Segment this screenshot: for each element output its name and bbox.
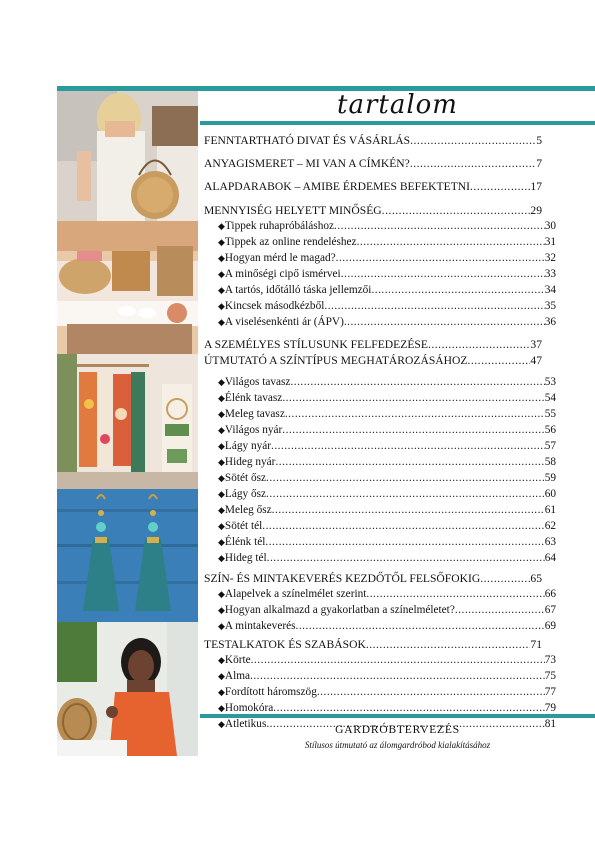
toc-page-number: 29 xyxy=(530,204,542,217)
toc-section-row xyxy=(204,424,556,437)
toc-section-row xyxy=(204,654,556,667)
toc-page-number: 57 xyxy=(544,440,556,452)
toc-entry-label: Meleg ősz xyxy=(224,504,272,516)
dot-leader xyxy=(371,284,544,297)
diamond-bullet-icon: ◆ xyxy=(218,537,225,547)
diamond-bullet-icon: ◆ xyxy=(218,269,225,279)
toc-page-number: 61 xyxy=(544,504,556,516)
dot-leader xyxy=(366,588,544,601)
dot-leader xyxy=(410,134,536,147)
toc-chapter-row xyxy=(204,157,542,170)
toc-page-number: 36 xyxy=(544,316,556,328)
toc-section-row xyxy=(204,300,556,313)
toc-page-number: 81 xyxy=(544,718,556,730)
toc-entry-label: Hogyan mérd le magad? xyxy=(224,252,336,264)
toc-page-number: 58 xyxy=(544,456,556,468)
diamond-bullet-icon: ◆ xyxy=(218,377,225,387)
toc-entry-label: A minőségi cipő ismérvei xyxy=(224,268,341,280)
toc-section-row xyxy=(204,670,556,683)
toc-entry-label: TESTALKATOK ÉS SZABÁSOK xyxy=(204,638,366,651)
toc-section-row xyxy=(204,236,556,249)
diamond-bullet-icon: ◆ xyxy=(218,671,225,681)
toc-section-row xyxy=(204,284,556,297)
toc-entry-label: Hideg tél xyxy=(224,552,267,564)
toc-page-number: 63 xyxy=(544,536,556,548)
toc-entry-label: ÚTMUTATÓ A SZÍNTÍPUS MEGHATÁROZÁSÁHOZ xyxy=(204,354,468,367)
toc-page-number: 47 xyxy=(530,354,542,367)
dot-leader xyxy=(324,300,544,313)
toc-entry-label: Sötét tél xyxy=(224,520,263,532)
toc-page-number: 73 xyxy=(544,654,556,666)
toc-entry-label: SZÍN- ÉS MINTAKEVERÉS KEZDŐTŐL FELSŐFOKIG xyxy=(204,572,481,585)
dot-leader xyxy=(251,654,545,667)
toc-entry-label: ANYAGISMERET – MI VAN A CÍMKÉN? xyxy=(204,157,410,170)
photo-column xyxy=(57,91,198,756)
toc-page-number: 53 xyxy=(544,376,556,388)
dot-leader xyxy=(282,392,544,405)
dot-leader xyxy=(265,536,544,549)
dot-leader xyxy=(290,376,544,389)
diamond-bullet-icon: ◆ xyxy=(218,605,225,615)
dot-leader xyxy=(428,338,530,351)
dot-leader xyxy=(285,408,545,421)
toc-section-row xyxy=(204,472,556,485)
toc-entry-label: Világos tavasz xyxy=(224,376,291,388)
diamond-bullet-icon: ◆ xyxy=(218,409,225,419)
book-subtitle: Stílusos útmutató az álomgardróbod kialakításához xyxy=(304,740,491,750)
toc-chapter-row xyxy=(204,338,542,351)
dot-leader xyxy=(250,670,545,683)
toc-entry-label: Atletikus xyxy=(224,718,267,730)
toc-page-number: 69 xyxy=(544,620,556,632)
dot-leader xyxy=(266,472,545,485)
toc-section-row xyxy=(204,536,556,549)
toc-entry-label: Hogyan alkalmazd a gyakorlatban a színelméletet? xyxy=(224,604,455,616)
diamond-bullet-icon: ◆ xyxy=(218,505,225,515)
photo-woman-straw-bag xyxy=(57,91,198,221)
toc-page-number: 54 xyxy=(544,392,556,404)
toc-page-number: 56 xyxy=(544,424,556,436)
toc-entry-label: A mintakeverés xyxy=(224,620,296,632)
toc-entry-label: Lágy nyár xyxy=(224,440,272,452)
toc-entry-label: Tippek ruhapróbáláshoz xyxy=(224,220,335,232)
toc-entry-label: FENNTARTHATÓ DIVAT ÉS VÁSÁRLÁS xyxy=(204,134,411,147)
toc-heading: tartalom xyxy=(337,90,458,120)
toc-page-number: 66 xyxy=(544,588,556,600)
toc-entry-label: Világos nyár xyxy=(224,424,283,436)
toc-page-number: 5 xyxy=(536,134,542,147)
diamond-bullet-icon: ◆ xyxy=(218,553,225,563)
toc-chapter-row xyxy=(204,204,542,217)
dot-leader xyxy=(262,520,544,533)
toc-page-number: 34 xyxy=(544,284,556,296)
toc-section-row xyxy=(204,520,556,533)
toc-page-number: 77 xyxy=(544,686,556,698)
diamond-bullet-icon: ◆ xyxy=(218,655,225,665)
toc-entry-label: Lágy ősz xyxy=(224,488,267,500)
toc-section-row xyxy=(204,392,556,405)
toc-chapter-row xyxy=(204,638,542,651)
toc-entry-label: Élénk tél xyxy=(224,536,266,548)
toc-entry-label: Meleg tavasz xyxy=(224,408,285,420)
diamond-bullet-icon: ◆ xyxy=(218,687,225,697)
toc-section-row xyxy=(204,488,556,501)
dot-leader xyxy=(272,504,545,517)
dot-leader xyxy=(334,220,545,233)
dot-leader xyxy=(266,488,545,501)
heading-underline-bar xyxy=(200,121,595,125)
toc-entry-label: Körte xyxy=(224,654,251,666)
toc-section-row xyxy=(204,408,556,421)
diamond-bullet-icon: ◆ xyxy=(218,719,225,729)
diamond-bullet-icon: ◆ xyxy=(218,703,225,713)
book-footer xyxy=(200,722,595,752)
diamond-bullet-icon: ◆ xyxy=(218,301,225,311)
diamond-bullet-icon: ◆ xyxy=(218,285,225,295)
toc-page-number: 30 xyxy=(544,220,556,232)
dot-leader xyxy=(344,316,545,329)
photo-straw-bags-sofa xyxy=(57,221,198,354)
dot-leader xyxy=(271,440,545,453)
diamond-bullet-icon: ◆ xyxy=(218,521,225,531)
toc-entry-label: Sötét ősz xyxy=(224,472,267,484)
dot-leader xyxy=(275,456,544,469)
toc-section-row xyxy=(204,220,556,233)
toc-section-row xyxy=(204,552,556,565)
toc-page-number: 37 xyxy=(530,338,542,351)
dot-leader xyxy=(282,424,544,437)
diamond-bullet-icon: ◆ xyxy=(218,473,225,483)
photo-tassel-earrings xyxy=(57,489,198,622)
toc-section-row xyxy=(204,620,556,633)
toc-page-number: 35 xyxy=(544,300,556,312)
toc-page-number: 64 xyxy=(544,552,556,564)
diamond-bullet-icon: ◆ xyxy=(218,393,225,403)
toc-section-row xyxy=(204,456,556,469)
toc-entry-label: Homokóra xyxy=(224,702,274,714)
dot-leader xyxy=(467,354,530,367)
book-title: GARDRÓBTERVEZÉS xyxy=(335,724,460,736)
bottom-accent-bar xyxy=(200,714,595,718)
diamond-bullet-icon: ◆ xyxy=(218,425,225,435)
toc-chapter-row xyxy=(204,134,542,147)
toc-section-row xyxy=(204,604,556,617)
dot-leader xyxy=(410,157,536,170)
dot-leader xyxy=(470,180,530,193)
toc-chapter-row xyxy=(204,180,542,193)
toc-entry-label: Fordított háromszög xyxy=(224,686,317,698)
toc-section-row xyxy=(204,268,556,281)
toc-page-number: 60 xyxy=(544,488,556,500)
diamond-bullet-icon: ◆ xyxy=(218,589,225,599)
diamond-bullet-icon: ◆ xyxy=(218,317,225,327)
toc-chapter-row xyxy=(204,572,542,585)
toc-page-number: 79 xyxy=(544,702,556,714)
dot-leader xyxy=(336,252,545,265)
toc-page-number: 75 xyxy=(544,670,556,682)
toc-section-row xyxy=(204,376,556,389)
toc-page-number: 17 xyxy=(530,180,542,193)
toc-section-row xyxy=(204,504,556,517)
toc-section-row xyxy=(204,316,556,329)
toc-entry-label: Hideg nyár xyxy=(224,456,276,468)
diamond-bullet-icon: ◆ xyxy=(218,457,225,467)
toc-section-row xyxy=(204,252,556,265)
diamond-bullet-icon: ◆ xyxy=(218,253,225,263)
dot-leader xyxy=(296,620,545,633)
toc-entry-label: Alapelvek a színelmélet szerint xyxy=(224,588,367,600)
toc-entry-label: A SZEMÉLYES STÍLUSUNK FELFEDEZÉSE xyxy=(204,338,428,351)
toc-page-number: 59 xyxy=(544,472,556,484)
toc-page-number: 71 xyxy=(530,638,542,651)
toc-section-row xyxy=(204,440,556,453)
toc-entry-label: A tartós, időtálló táska jellemzői xyxy=(224,284,372,296)
diamond-bullet-icon: ◆ xyxy=(218,237,225,247)
toc-page-number: 65 xyxy=(530,572,542,585)
diamond-bullet-icon: ◆ xyxy=(218,221,225,231)
toc-page-number: 32 xyxy=(544,252,556,264)
diamond-bullet-icon: ◆ xyxy=(218,489,225,499)
dot-leader xyxy=(317,686,545,699)
toc-page-number: 62 xyxy=(544,520,556,532)
toc-page-number: 67 xyxy=(544,604,556,616)
toc-section-row xyxy=(204,686,556,699)
dot-leader xyxy=(366,638,531,651)
dot-leader xyxy=(382,204,531,217)
dot-leader xyxy=(480,572,530,585)
toc-entry-label: Kincsek másodkézből xyxy=(224,300,325,312)
toc-page-number: 7 xyxy=(536,157,542,170)
toc-entry-label: ALAPDARABOK – AMIBE ÉRDEMES BEFEKTETNI xyxy=(204,180,471,193)
toc-page-number: 55 xyxy=(544,408,556,420)
toc-entry-label: Élénk tavasz xyxy=(224,392,283,404)
toc-entry-label: MENNYISÉG HELYETT MINŐSÉG xyxy=(204,204,382,217)
dot-leader xyxy=(267,552,545,565)
dot-leader xyxy=(341,268,545,281)
diamond-bullet-icon: ◆ xyxy=(218,441,225,451)
dot-leader xyxy=(455,604,545,617)
photo-clothing-rack xyxy=(57,354,198,489)
diamond-bullet-icon: ◆ xyxy=(218,621,225,631)
toc-page-number: 33 xyxy=(544,268,556,280)
toc-entry-label: A viselésenkénti ár (ÁPV) xyxy=(224,316,344,328)
toc-entry-label: Alma xyxy=(224,670,251,682)
photo-woman-orange-dress xyxy=(57,622,198,756)
toc-page-number: 31 xyxy=(544,236,556,248)
toc-section-row xyxy=(204,588,556,601)
toc-entry-label: Tippek az online rendeléshez xyxy=(224,236,357,248)
dot-leader xyxy=(357,236,545,249)
toc-chapter-row xyxy=(204,354,542,367)
